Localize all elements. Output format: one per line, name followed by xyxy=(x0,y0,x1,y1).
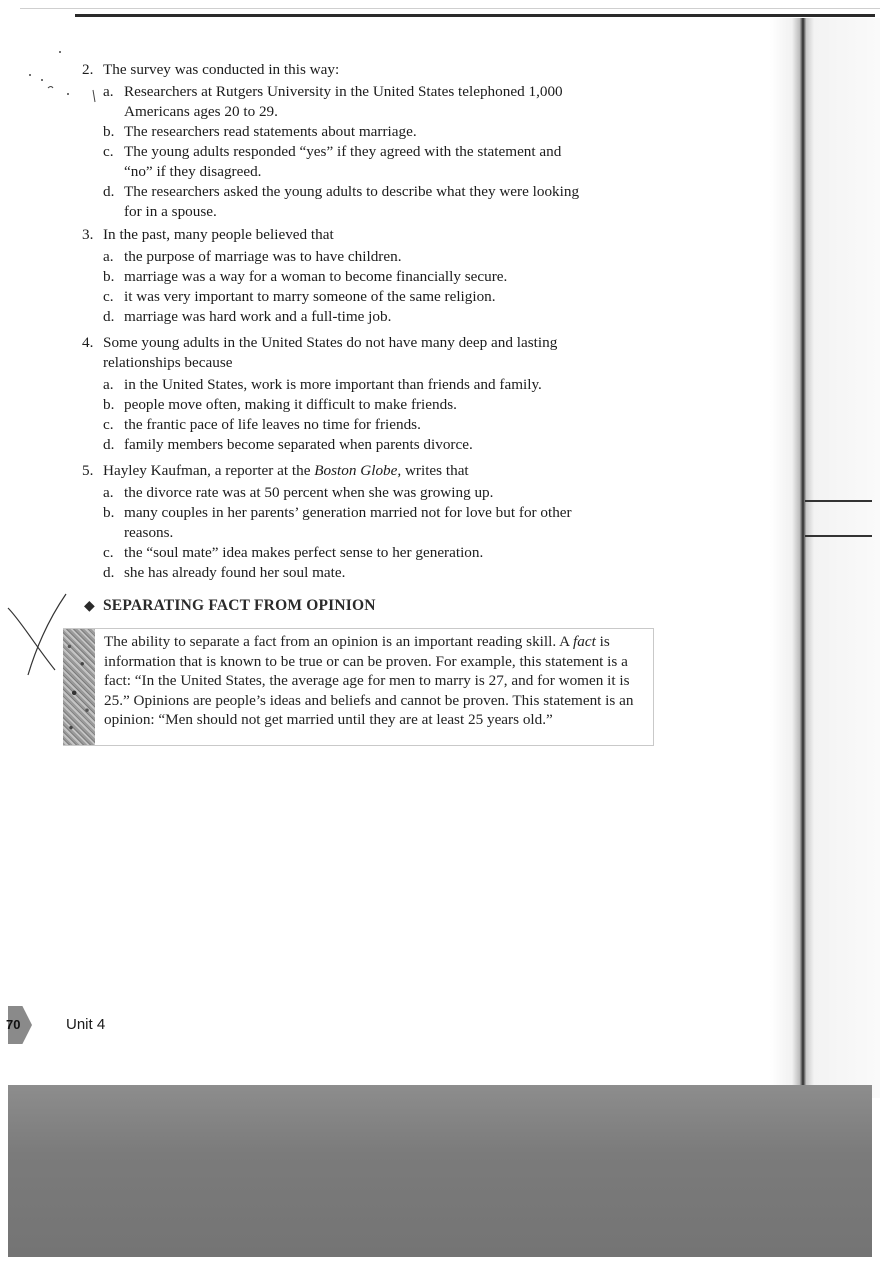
option-c: c. it was very important to marry someone of the same religion. xyxy=(103,288,496,305)
box-speckle-strip xyxy=(63,629,95,745)
question-3 xyxy=(82,225,507,327)
option-d: d. family members become separated when parents divorce. xyxy=(103,436,473,453)
question-stem: In the past, many people believed that xyxy=(103,226,334,243)
question-stem: Some young adults in the United States do not have many deep and lasting relationships because xyxy=(103,334,558,371)
top-faint-rule xyxy=(20,8,880,9)
question-number: 3. xyxy=(82,226,94,243)
option-a: a. Researchers at Rutgers University in the United States telephoned 1,000 Americans ages 20 to 29. xyxy=(103,83,563,120)
diamond-bullet-icon: ◆ xyxy=(84,599,95,614)
option-c: c. The young adults responded “yes” if they agreed with the statement and “no” if they disagreed. xyxy=(103,143,562,180)
option-d: d. marriage was hard work and a full-time job. xyxy=(103,308,392,325)
option-a: a. the purpose of marriage was to have children. xyxy=(103,248,402,265)
unit-label: Unit 4 xyxy=(66,1016,106,1033)
question-2 xyxy=(82,60,579,222)
side-rule-2 xyxy=(805,535,872,537)
option-c: c. the frantic pace of life leaves no time for friends. xyxy=(103,416,421,433)
question-5 xyxy=(82,461,572,583)
side-rule-1 xyxy=(805,500,872,502)
section-heading: ◆ SEPARATING FACT FROM OPINION xyxy=(84,597,376,614)
scanner-bottom-band xyxy=(8,1085,872,1257)
option-d: d. she has already found her soul mate. xyxy=(103,564,346,581)
question-stem: Hayley Kaufman, a reporter at the Boston Globe, writes that xyxy=(103,462,469,479)
top-rule xyxy=(75,14,875,17)
question-stem: The survey was conducted in this way: xyxy=(103,61,340,78)
question-4 xyxy=(82,333,557,455)
option-b: b. marriage was a way for a woman to become financially secure. xyxy=(103,268,508,285)
option-b: b. many couples in her parents’ generation married not for love but for other reasons. xyxy=(103,504,572,541)
option-b: b. people move often, making it difficult to make friends. xyxy=(103,396,457,413)
question-number: 4. xyxy=(82,334,94,351)
page-number: 70 xyxy=(6,1017,21,1032)
option-a: a. in the United States, work is more important than friends and family. xyxy=(103,376,542,393)
option-a: a. the divorce rate was at 50 percent when she was growing up. xyxy=(103,484,494,501)
book-gutter-shadow xyxy=(770,18,880,1098)
box-text: The ability to separate a fact from an opinion is an important reading skill. A fact is information that is known to be true or can be proven. For example, this statement is a fact: “In the United States, the average age for men to marry is 27, and for women it is 25.” Opinions are people’s ideas and beliefs and cannot be proven. This statement is an opinion: “Men should not get married until they are at least 25 years old.” xyxy=(104,633,634,728)
option-c: c. the “soul mate” idea makes perfect sense to her generation. xyxy=(103,544,484,561)
question-number: 2. xyxy=(82,61,94,78)
fact-opinion-box xyxy=(63,628,654,746)
question-number: 5. xyxy=(82,462,94,479)
option-d: d. The researchers asked the young adults to describe what they were looking for in a spouse. xyxy=(103,183,580,220)
option-b: b. The researchers read statements about marriage. xyxy=(103,123,417,140)
